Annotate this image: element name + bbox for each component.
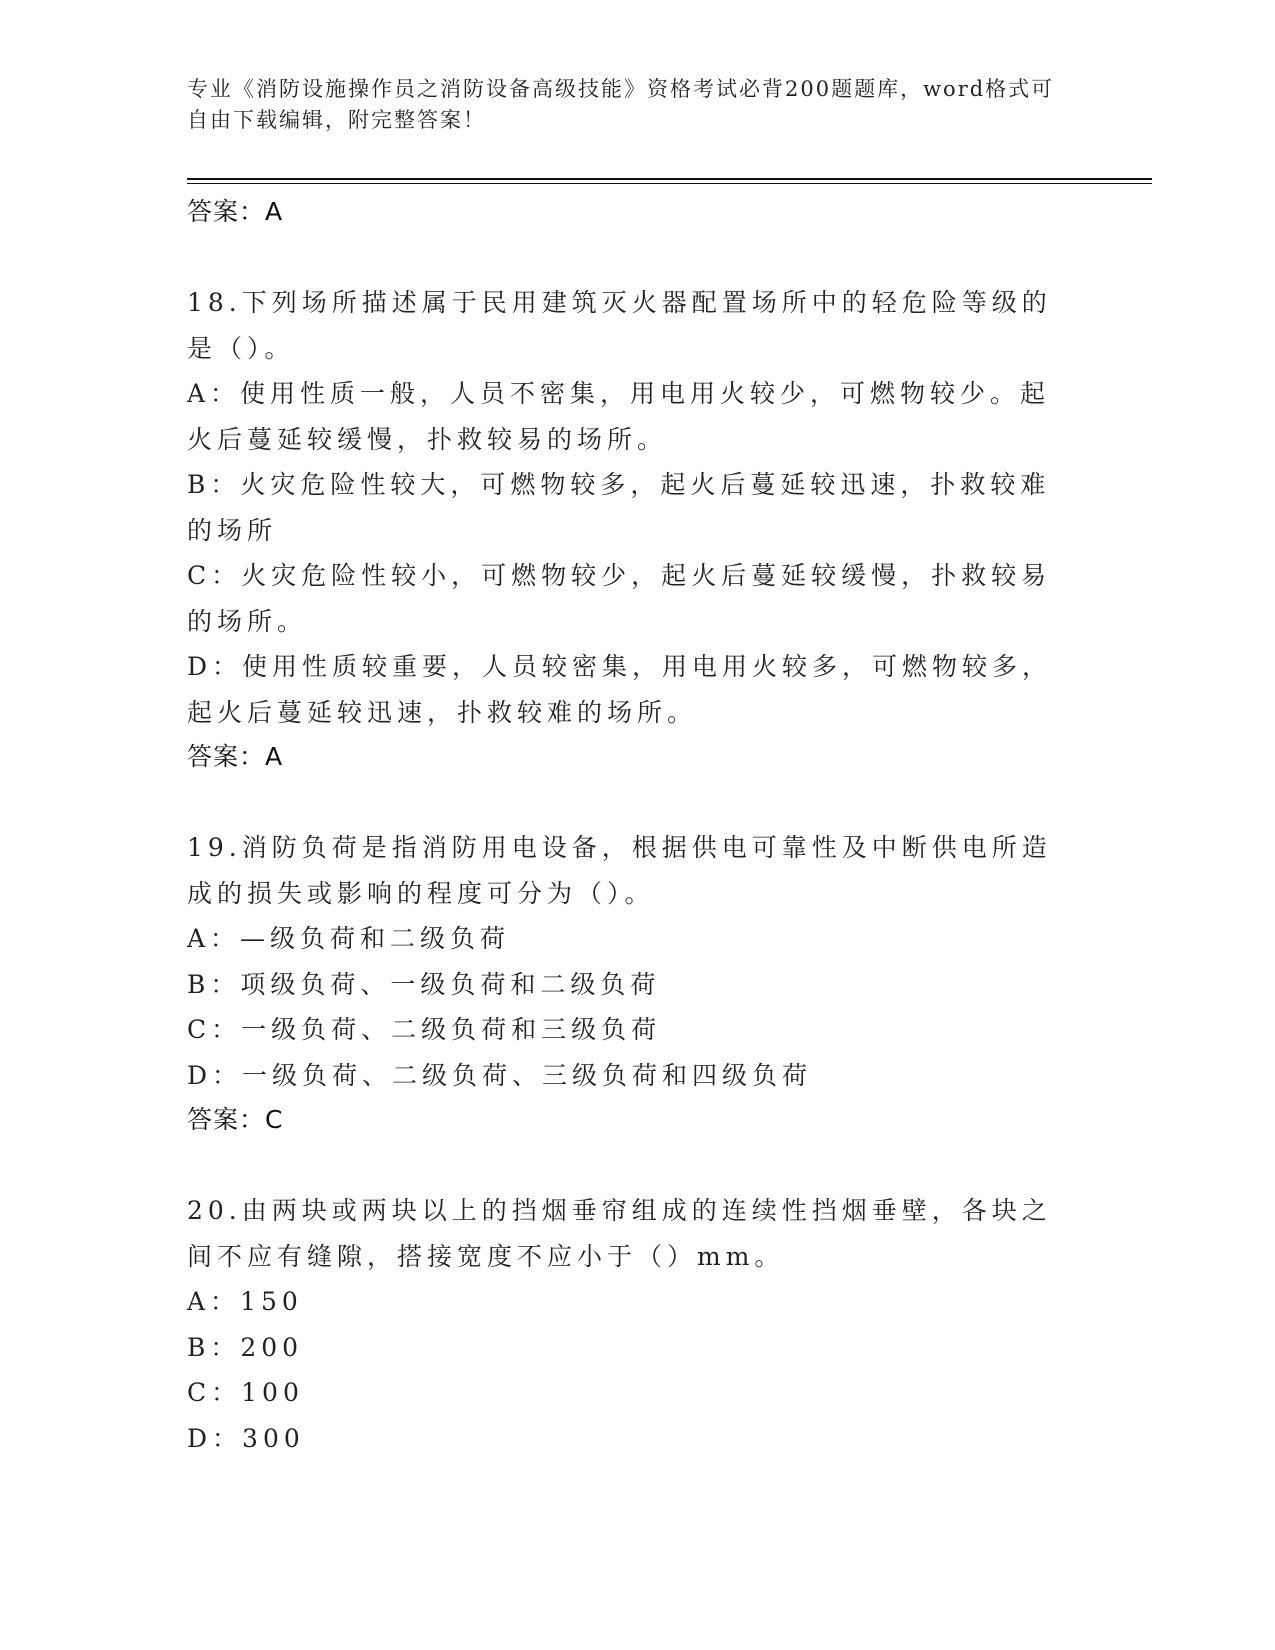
header-divider-thin [187, 183, 1152, 184]
header-divider-thick [187, 178, 1152, 180]
question-stem: 20.由两块或两块以上的挡烟垂帘组成的连续性挡烟垂壁，各块之间不应有缝隙，搭接宽度不应小于（）mm。 [187, 1196, 1052, 1271]
option-d: D：使用性质较重要，人员较密集，用电用火较多，可燃物较多，起火后蔓延较迅速，扑救较难的场所。 [187, 652, 1053, 727]
question-gap [187, 1142, 1077, 1188]
answer-17: 答案：A [187, 197, 284, 226]
answer-18: 答案：A [187, 742, 284, 771]
question-stem: 19.消防负荷是指消防用电设备，根据供电可靠性及中断供电所造成的损失或影响的程度可分为（）。 [187, 833, 1052, 908]
option-a: A：150 [187, 1287, 303, 1316]
question-stem: 18.下列场所描述属于民用建筑灭火器配置场所中的轻危险等级的是（）。 [187, 288, 1052, 363]
question-19 [187, 825, 1077, 1142]
option-c: C：火灾危险性较小，可燃物较少，起火后蔓延较缓慢，扑救较易的场所。 [187, 561, 1052, 636]
option-d: D：一级负荷、二级负荷、三级负荷和四级负荷 [187, 1060, 813, 1090]
question-18 [187, 280, 1077, 779]
option-c: C：100 [187, 1378, 304, 1407]
question-20 [187, 1188, 1077, 1461]
document-header: 专业《消防设施操作员之消防设备高级技能》资格考试必背200题题库，word格式可自由下载编辑，附完整答案！ [187, 77, 1055, 132]
answer-19: 答案：C [187, 1105, 284, 1134]
option-c: C：一级负荷、二级负荷和三级负荷 [187, 1015, 662, 1044]
document-body [187, 190, 1077, 1461]
option-b: B：火灾危险性较大，可燃物较多，起火后蔓延较迅速，扑救较难的场所 [187, 470, 1051, 545]
question-gap [187, 779, 1077, 825]
option-a: A：使用性质一般，人员不密集，用电用火较少，可燃物较少。起火后蔓延较缓慢，扑救较易的场所。 [187, 379, 1051, 454]
option-b: B：200 [187, 1332, 304, 1362]
option-d: D：300 [187, 1423, 305, 1453]
option-b: B：项级负荷、一级负荷和二级负荷 [187, 969, 661, 999]
option-a: A：—级负荷和二级负荷 [187, 924, 511, 953]
